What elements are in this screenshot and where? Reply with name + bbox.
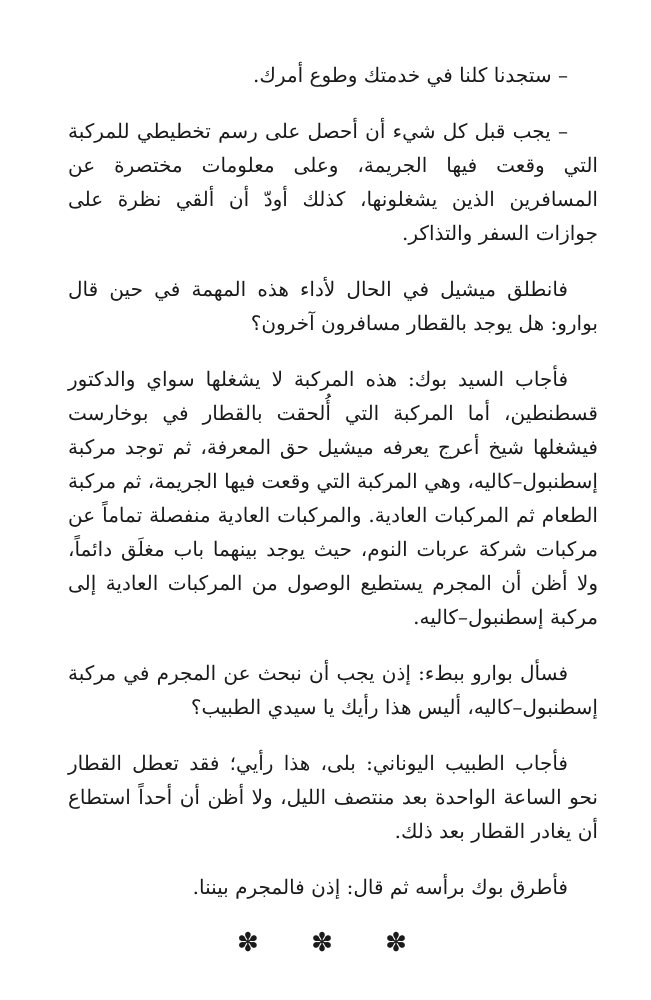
paragraph-6: فأجاب الطبيب اليوناني: بلى، هذا رأيي؛ فقد تعطل القطار نحو الساعة الواحدة بعد منتصف الليل، ولا أظن أن أحداً استطاع أن يغادر القطار بعد ذلك. [68,751,598,843]
paragraph-1: – ستجدنا كلنا في خدمتك وطوع أمرك. [253,63,568,87]
paragraph-5: فسأل بوارو ببطء: إذن يجب أن نبحث عن المجرم في مركبة إسطنبول–كاليه، أليس هذا رأيك يا سيدي الطبيب؟ [68,661,598,719]
paragraph-2: – يجب قبل كل شيء أن أحصل على رسم تخطيطي للمركبة التي وقعت فيها الجريمة، وعلى معلومات مختصرة عن المسافرين الذين يشغلونها، كذلك أودّ أن ألقي نظرة على جوازات السفر والتذاكر. [68,119,598,245]
section-divider: ✽ ✽ ✽ [237,928,429,958]
paragraph-7: فأطرق بوك برأسه ثم قال: إذن فالمجرم بيننا. [192,875,568,899]
paragraph-4: فأجاب السيد بوك: هذه المركبة لا يشغلها سواي والدكتور قسطنطين، أما المركبة التي أُلحقت بالقطار في بوخارست فيشغلها شيخ أعرج يعرفه ميشيل حق المعرفة، ثم توجد مركبة إسطنبول–كاليه، وهي المركبة التي وقعت فيها الجريمة، ثم مركبة الطعام ثم المركبات العادية. والمركبات العادية منفصلة تماماً عن مركبات شركة عربات النوم، حيث يوجد بينهما باب مغلَق دائماً، ولا أظن أن المجرم يستطيع الوصول من المركبات العادية إلى مركبة إسطنبول–كاليه. [68,367,598,629]
paragraph-3: فانطلق ميشيل في الحال لأداء هذه المهمة في حين قال بوارو: هل يوجد بالقطار مسافرون آخرون؟ [68,277,598,335]
book-page [68,58,598,960]
